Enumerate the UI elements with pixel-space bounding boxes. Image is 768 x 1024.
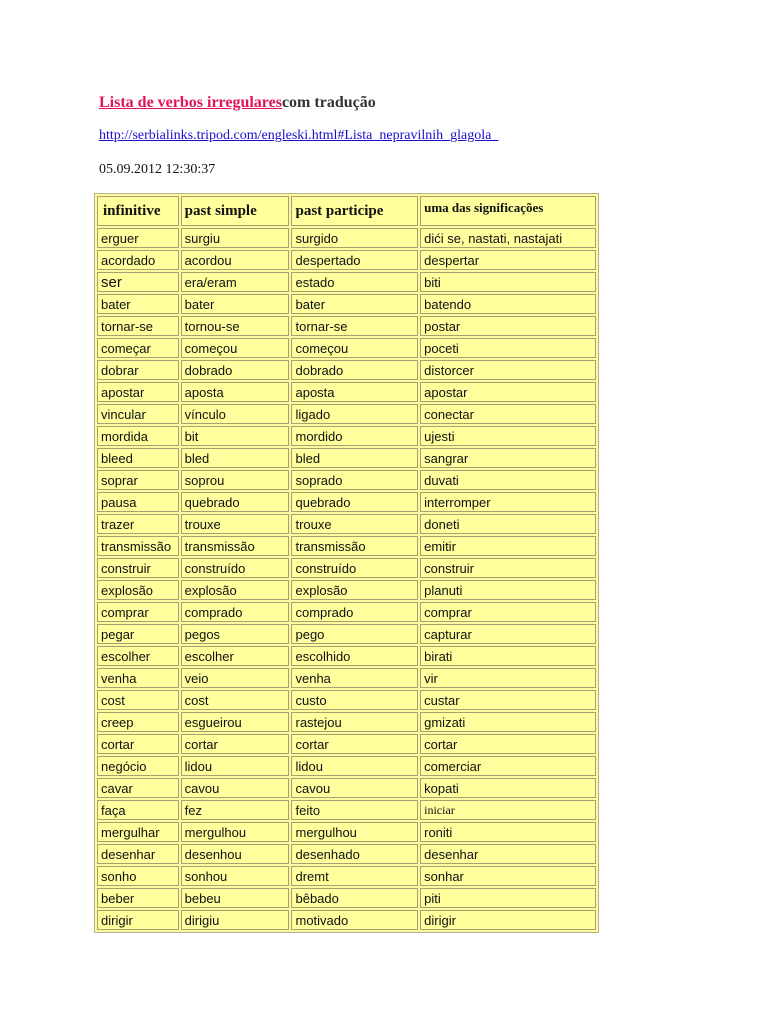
table-row: [97, 492, 596, 512]
cell-past-participle: lidou: [291, 756, 418, 776]
table-row: [97, 426, 596, 446]
table-row: [97, 338, 596, 358]
table-row: [97, 668, 596, 688]
cell-past-simple: cavou: [181, 778, 290, 798]
table-row: [97, 404, 596, 424]
table-row: [97, 536, 596, 556]
cell-infinitive: venha: [97, 668, 179, 688]
cell-past-simple: escolher: [181, 646, 290, 666]
cell-past-participle: dremt: [291, 866, 418, 886]
cell-past-simple: veio: [181, 668, 290, 688]
cell-meaning: iniciar: [420, 800, 596, 820]
cell-past-participle: motivado: [291, 910, 418, 930]
cell-past-participle: transmissão: [291, 536, 418, 556]
table-row: [97, 756, 596, 776]
table-row: [97, 470, 596, 490]
cell-past-simple: comprado: [181, 602, 290, 622]
cell-past-participle: despertado: [291, 250, 418, 270]
cell-infinitive: cortar: [97, 734, 179, 754]
header-past-participle: past participe: [291, 196, 418, 226]
cell-meaning: conectar: [420, 404, 596, 424]
table-row: [97, 250, 596, 270]
cell-infinitive: dirigir: [97, 910, 179, 930]
cell-past-participle: explosão: [291, 580, 418, 600]
cell-past-participle: desenhado: [291, 844, 418, 864]
cell-past-simple: desenhou: [181, 844, 290, 864]
cell-past-participle: trouxe: [291, 514, 418, 534]
header-meaning: uma das significações: [420, 196, 596, 226]
cell-past-simple: aposta: [181, 382, 290, 402]
cell-meaning: capturar: [420, 624, 596, 644]
header-infinitive: infinitive: [97, 196, 179, 226]
cell-infinitive: trazer: [97, 514, 179, 534]
verbs-table: [94, 193, 599, 933]
cell-past-participle: mergulhou: [291, 822, 418, 842]
cell-infinitive: creep: [97, 712, 179, 732]
table-row: [97, 580, 596, 600]
cell-meaning: cortar: [420, 734, 596, 754]
cell-past-simple: construído: [181, 558, 290, 578]
cell-past-simple: acordou: [181, 250, 290, 270]
table-row: [97, 646, 596, 666]
cell-past-simple: pegos: [181, 624, 290, 644]
cell-meaning: dići se, nastati, nastajati: [420, 228, 596, 248]
cell-meaning: doneti: [420, 514, 596, 534]
cell-past-participle: mordido: [291, 426, 418, 446]
cell-past-simple: tornou-se: [181, 316, 290, 336]
cell-past-participle: quebrado: [291, 492, 418, 512]
cell-infinitive: dobrar: [97, 360, 179, 380]
cell-meaning: custar: [420, 690, 596, 710]
cell-past-simple: cost: [181, 690, 290, 710]
table-row: [97, 316, 596, 336]
table-row: [97, 272, 596, 292]
cell-past-simple: soprou: [181, 470, 290, 490]
cell-past-simple: cortar: [181, 734, 290, 754]
cell-meaning: planuti: [420, 580, 596, 600]
cell-infinitive: faça: [97, 800, 179, 820]
cell-infinitive: beber: [97, 888, 179, 908]
table-row: [97, 910, 596, 930]
cell-meaning: distorcer: [420, 360, 596, 380]
cell-infinitive: bater: [97, 294, 179, 314]
cell-infinitive: começar: [97, 338, 179, 358]
cell-infinitive: acordado: [97, 250, 179, 270]
cell-infinitive: pausa: [97, 492, 179, 512]
cell-past-simple: começou: [181, 338, 290, 358]
cell-past-simple: vínculo: [181, 404, 290, 424]
timestamp: 05.09.2012 12:30:37: [99, 162, 216, 177]
cell-past-participle: bled: [291, 448, 418, 468]
table-row: [97, 624, 596, 644]
cell-past-simple: bater: [181, 294, 290, 314]
cell-infinitive: tornar-se: [97, 316, 179, 336]
cell-past-participle: dobrado: [291, 360, 418, 380]
cell-past-simple: lidou: [181, 756, 290, 776]
title-suffix: com tradução: [281, 94, 376, 111]
table-row: [97, 360, 596, 380]
cell-infinitive: explosão: [97, 580, 179, 600]
cell-past-participle: construído: [291, 558, 418, 578]
cell-past-participle: cavou: [291, 778, 418, 798]
cell-infinitive: mordida: [97, 426, 179, 446]
cell-meaning: comprar: [420, 602, 596, 622]
cell-past-simple: bebeu: [181, 888, 290, 908]
cell-meaning: biti: [420, 272, 596, 292]
cell-past-participle: escolhido: [291, 646, 418, 666]
cell-past-participle: venha: [291, 668, 418, 688]
cell-meaning: batendo: [420, 294, 596, 314]
cell-meaning: vir: [420, 668, 596, 688]
cell-meaning: dirigir: [420, 910, 596, 930]
table-header-row: [97, 196, 596, 226]
cell-past-simple: esgueirou: [181, 712, 290, 732]
table-row: [97, 844, 596, 864]
cell-meaning: sonhar: [420, 866, 596, 886]
cell-infinitive: cost: [97, 690, 179, 710]
table-row: [97, 294, 596, 314]
table-row: [97, 866, 596, 886]
cell-meaning: desenhar: [420, 844, 596, 864]
table-row: [97, 382, 596, 402]
table-row: [97, 888, 596, 908]
cell-meaning: postar: [420, 316, 596, 336]
table-row: [97, 448, 596, 468]
cell-past-simple: surgiu: [181, 228, 290, 248]
cell-infinitive: escolher: [97, 646, 179, 666]
cell-meaning: emitir: [420, 536, 596, 556]
cell-past-simple: transmissão: [181, 536, 290, 556]
title-link[interactable]: Lista de verbos irregulares: [99, 94, 282, 111]
cell-past-participle: rastejou: [291, 712, 418, 732]
cell-past-simple: explosão: [181, 580, 290, 600]
cell-infinitive: cavar: [97, 778, 179, 798]
cell-infinitive: negócio: [97, 756, 179, 776]
cell-meaning: comerciar: [420, 756, 596, 776]
cell-past-participle: soprado: [291, 470, 418, 490]
cell-infinitive: soprar: [97, 470, 179, 490]
cell-past-participle: começou: [291, 338, 418, 358]
table-row: [97, 800, 596, 820]
table-row: [97, 822, 596, 842]
cell-past-simple: mergulhou: [181, 822, 290, 842]
cell-past-participle: custo: [291, 690, 418, 710]
cell-past-participle: comprado: [291, 602, 418, 622]
cell-meaning: apostar: [420, 382, 596, 402]
cell-past-simple: era/eram: [181, 272, 290, 292]
cell-infinitive: vincular: [97, 404, 179, 424]
cell-meaning: duvati: [420, 470, 596, 490]
table-row: [97, 712, 596, 732]
cell-meaning: gmizati: [420, 712, 596, 732]
page-title: [99, 94, 376, 112]
cell-past-simple: sonhou: [181, 866, 290, 886]
cell-infinitive: mergulhar: [97, 822, 179, 842]
cell-meaning: piti: [420, 888, 596, 908]
cell-past-simple: quebrado: [181, 492, 290, 512]
cell-past-participle: aposta: [291, 382, 418, 402]
table-row: [97, 514, 596, 534]
cell-infinitive: comprar: [97, 602, 179, 622]
cell-meaning: despertar: [420, 250, 596, 270]
table-row: [97, 734, 596, 754]
cell-past-participle: surgido: [291, 228, 418, 248]
cell-past-participle: cortar: [291, 734, 418, 754]
table-row: [97, 602, 596, 622]
cell-meaning: construir: [420, 558, 596, 578]
cell-past-participle: pego: [291, 624, 418, 644]
cell-past-participle: bêbado: [291, 888, 418, 908]
cell-past-simple: dirigiu: [181, 910, 290, 930]
cell-infinitive: apostar: [97, 382, 179, 402]
cell-past-participle: ligado: [291, 404, 418, 424]
cell-infinitive: bleed: [97, 448, 179, 468]
cell-infinitive: desenhar: [97, 844, 179, 864]
cell-past-simple: dobrado: [181, 360, 290, 380]
cell-meaning: birati: [420, 646, 596, 666]
header-past-simple: past simple: [181, 196, 290, 226]
cell-past-participle: feito: [291, 800, 418, 820]
cell-infinitive: pegar: [97, 624, 179, 644]
cell-infinitive: transmissão: [97, 536, 179, 556]
table-row: [97, 690, 596, 710]
cell-meaning: kopati: [420, 778, 596, 798]
cell-past-participle: bater: [291, 294, 418, 314]
table-row: [97, 558, 596, 578]
table-row: [97, 778, 596, 798]
table-row: [97, 228, 596, 248]
cell-past-simple: bled: [181, 448, 290, 468]
cell-past-simple: bit: [181, 426, 290, 446]
cell-past-participle: tornar-se: [291, 316, 418, 336]
cell-past-simple: trouxe: [181, 514, 290, 534]
source-url-link[interactable]: http://serbialinks.tripod.com/engleski.html#Lista_nepravilnih_glagola_: [99, 128, 499, 143]
cell-meaning: interromper: [420, 492, 596, 512]
cell-past-participle: estado: [291, 272, 418, 292]
verbs-table-body: [97, 196, 596, 930]
cell-meaning: poceti: [420, 338, 596, 358]
cell-infinitive: construir: [97, 558, 179, 578]
cell-past-simple: fez: [181, 800, 290, 820]
cell-infinitive: ser: [97, 272, 179, 292]
cell-meaning: sangrar: [420, 448, 596, 468]
cell-infinitive: erguer: [97, 228, 179, 248]
cell-meaning: roniti: [420, 822, 596, 842]
cell-meaning: ujesti: [420, 426, 596, 446]
cell-infinitive: sonho: [97, 866, 179, 886]
